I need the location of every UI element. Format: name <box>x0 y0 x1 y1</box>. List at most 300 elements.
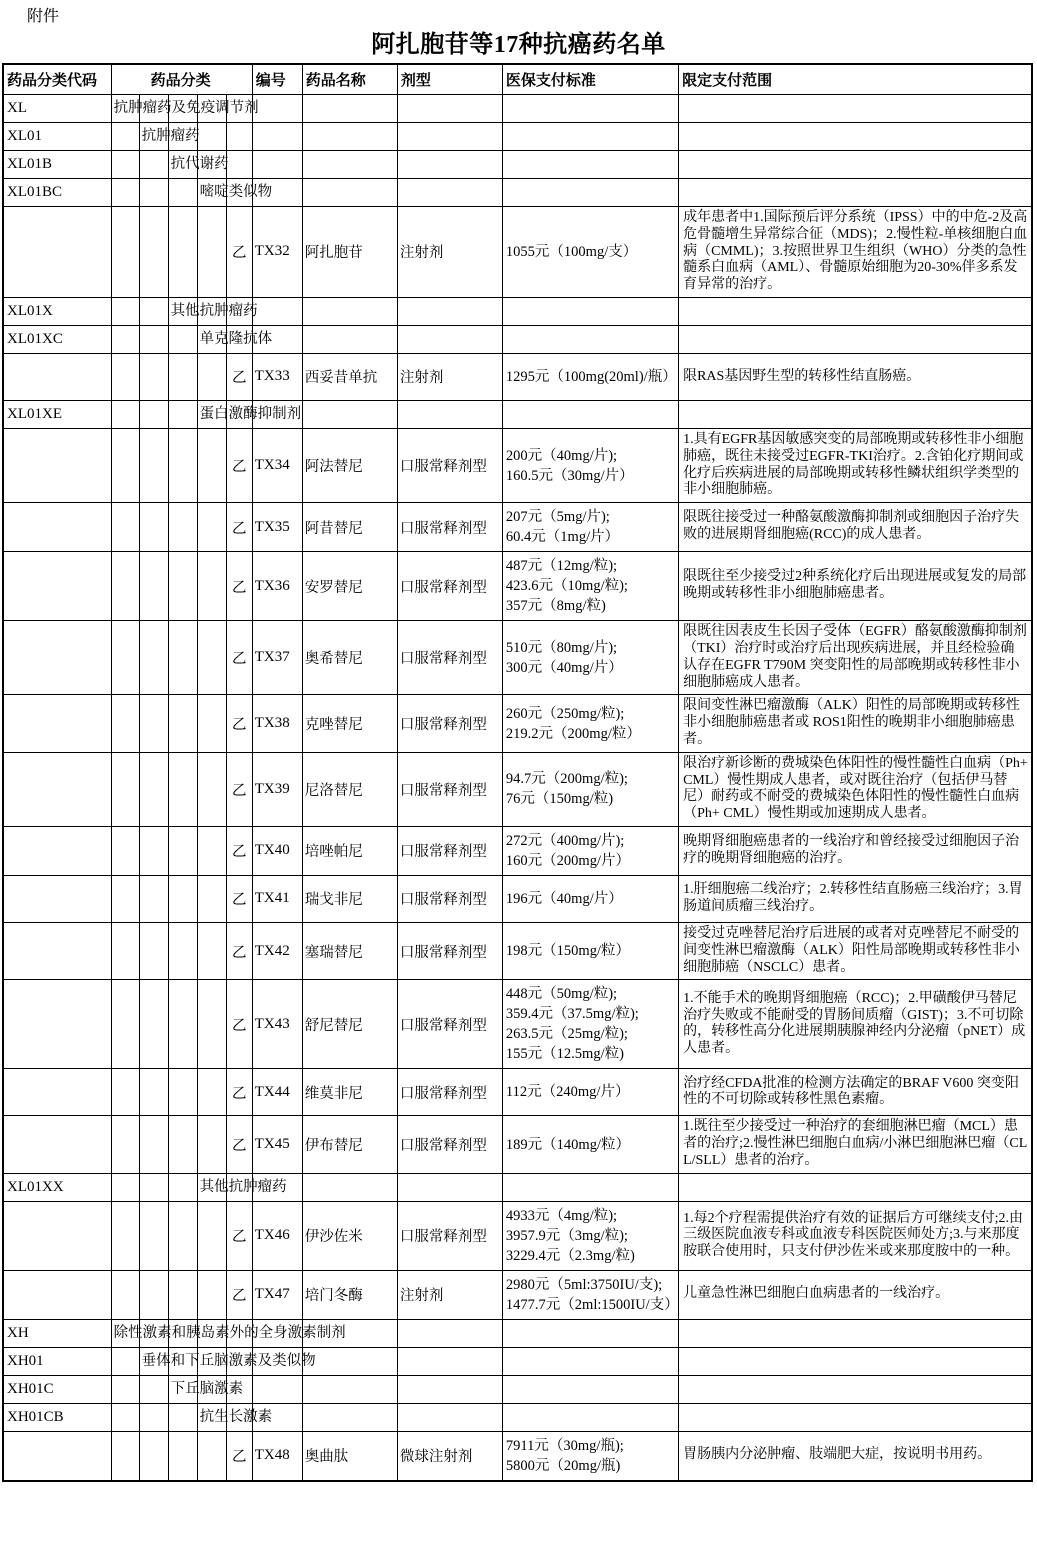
classification-code-cell: XL <box>3 95 111 123</box>
drug-table-body <box>3 95 1032 1481</box>
price-line: 112元（240mg/片） <box>505 1084 630 1101</box>
empty-cell <box>168 695 197 752</box>
price-line: 487元（12mg/粒); <box>505 558 618 575</box>
drug-no-cell: TX48 <box>252 1431 302 1481</box>
empty-cell <box>197 695 226 752</box>
empty-cell <box>679 325 1032 353</box>
empty-cell <box>139 552 168 621</box>
empty-cell <box>502 325 678 353</box>
payment-standard-cell <box>502 1069 678 1116</box>
empty-cell <box>111 1270 139 1319</box>
price-line: 198元（150mg/粒） <box>505 943 630 960</box>
empty-cell <box>197 552 226 621</box>
drug-no-cell: TX42 <box>252 922 302 979</box>
empty-cell <box>111 621 139 695</box>
empty-cell <box>302 1173 397 1201</box>
empty-cell <box>679 400 1032 428</box>
insurance-class-cell: 乙 <box>226 353 252 400</box>
insurance-class-cell: 乙 <box>226 1270 252 1319</box>
payment-scope-cell: 限间变性淋巴瘤激酶（ALK）阳性的局部晚期或转移性非小细胞肺癌患者或 ROS1阳性的晚期非小细胞肺癌患者。 <box>679 695 1032 752</box>
price-line: 4933元（4mg/粒); <box>505 1207 618 1224</box>
empty-cell <box>168 1173 197 1201</box>
header-payment-standard: 医保支付标准 <box>502 64 678 95</box>
empty-cell <box>679 123 1032 151</box>
price-line: 423.6元（10mg/粒); <box>505 578 628 595</box>
empty-cell <box>168 179 197 207</box>
dosage-form-cell: 注射剂 <box>397 1270 502 1319</box>
price-line: 189元（140mg/粒） <box>505 1136 630 1153</box>
empty-cell <box>168 353 197 400</box>
classification-code-cell: XL01 <box>3 123 111 151</box>
empty-cell <box>139 179 168 207</box>
table-header-row <box>3 64 1032 95</box>
empty-cell <box>397 1347 502 1375</box>
drug-no-cell: TX35 <box>252 503 302 552</box>
dosage-form-cell: 口服常释剂型 <box>397 752 502 826</box>
header-classification-code: 药品分类代码 <box>3 64 111 95</box>
category-row <box>3 325 1032 353</box>
empty-cell <box>679 95 1032 123</box>
payment-scope-cell: 1.肝细胞癌二线治疗；2.转移性结直肠癌三线治疗；3.胃肠道间质瘤三线治疗。 <box>679 875 1032 922</box>
payment-scope-cell: 成年患者中1.国际预后评分系统（IPSS）中的中危-2及高危骨髓增生异常综合征（MDS)；2.慢性粒-单核细胞白血病（CMML)；3.按照世界卫生组织（WHO）分类的急性髓系白血病（AML）、骨髓原始细胞为20-30%伴多系发育异常的治疗。 <box>679 207 1032 298</box>
empty-cell <box>302 1375 397 1403</box>
drug-no-cell: TX41 <box>252 875 302 922</box>
drug-no-cell: TX45 <box>252 1116 302 1173</box>
empty-cell <box>197 752 226 826</box>
empty-cell <box>252 123 302 151</box>
empty-cell <box>139 1375 168 1403</box>
price-line: 196元（40mg/片） <box>505 890 623 907</box>
empty-cell <box>111 1116 139 1173</box>
price-line: 448元（50mg/粒); <box>505 986 618 1003</box>
header-no: 编号 <box>252 64 302 95</box>
dosage-form-cell: 口服常释剂型 <box>397 980 502 1069</box>
dosage-form-cell: 口服常释剂型 <box>397 1116 502 1173</box>
empty-cell <box>679 297 1032 325</box>
classification-name-cell: 其他抗肿瘤药 <box>197 1173 226 1201</box>
dosage-form-cell: 注射剂 <box>397 207 502 298</box>
empty-cell <box>397 1173 502 1201</box>
empty-cell <box>302 151 397 179</box>
payment-standard-cell <box>502 1270 678 1319</box>
empty-cell <box>168 826 197 875</box>
empty-cell <box>502 400 678 428</box>
payment-scope-cell: 1.既往至少接受过一种治疗的套细胞淋巴瘤（MCL）患者的治疗;2.慢性淋巴细胞白血病/小淋巴细胞淋巴瘤（CLL/SLL）患者的治疗。 <box>679 1116 1032 1173</box>
empty-cell <box>139 826 168 875</box>
category-row <box>3 123 1032 151</box>
insurance-class-cell: 乙 <box>226 621 252 695</box>
classification-name-cell: 嘧啶类似物 <box>197 179 226 207</box>
empty-cell <box>168 1431 197 1481</box>
empty-cell <box>168 752 197 826</box>
drug-name-cell: 伊沙佐米 <box>302 1201 397 1270</box>
drug-name-cell: 尼洛替尼 <box>302 752 397 826</box>
attachment-label: 附件 <box>27 8 60 25</box>
drug-no-cell: TX32 <box>252 207 302 298</box>
empty-cell <box>197 1069 226 1116</box>
empty-cell <box>252 297 302 325</box>
classification-name-cell: 抗生长激素 <box>197 1403 226 1431</box>
drug-name-cell: 奥曲肽 <box>302 1431 397 1481</box>
empty-cell <box>397 179 502 207</box>
empty-cell <box>502 297 678 325</box>
empty-cell <box>502 179 678 207</box>
classification-name-cell: 除性激素和胰岛素外的全身激素制剂 <box>111 1319 139 1347</box>
empty-cell <box>139 980 168 1069</box>
empty-cell <box>197 980 226 1069</box>
empty-cell <box>302 1347 397 1375</box>
price-line: 7911元（30mg/瓶); <box>505 1437 624 1454</box>
empty-cell <box>139 503 168 552</box>
drug-name-cell: 瑞戈非尼 <box>302 875 397 922</box>
price-line: 200元（40mg/片); <box>505 447 618 464</box>
empty-cell <box>197 207 226 298</box>
payment-standard-cell <box>502 503 678 552</box>
drug-row <box>3 621 1032 695</box>
dosage-form-cell: 注射剂 <box>397 353 502 400</box>
price-line: 155元（12.5mg/粒) <box>505 1046 624 1063</box>
empty-cell <box>111 1069 139 1116</box>
classification-code-cell <box>3 752 111 826</box>
empty-cell <box>111 179 139 207</box>
empty-cell <box>302 179 397 207</box>
price-line: 272元（400mg/片); <box>505 832 625 849</box>
empty-cell <box>168 621 197 695</box>
price-line: 1295元（100mg(20ml)/瓶） <box>505 368 677 385</box>
empty-cell <box>252 1375 302 1403</box>
empty-cell <box>502 1319 678 1347</box>
empty-cell <box>168 207 197 298</box>
empty-cell <box>139 1116 168 1173</box>
empty-cell <box>168 1201 197 1270</box>
empty-cell <box>397 1319 502 1347</box>
category-row <box>3 1403 1032 1431</box>
dosage-form-cell: 口服常释剂型 <box>397 922 502 979</box>
price-line: 510元（80mg/片); <box>505 639 618 656</box>
empty-cell <box>168 428 197 502</box>
classification-code-cell: XH <box>3 1319 111 1347</box>
empty-cell <box>168 400 197 428</box>
empty-cell <box>111 1201 139 1270</box>
empty-cell <box>111 922 139 979</box>
classification-code-cell <box>3 1431 111 1481</box>
classification-name-cell: 其他抗肿瘤药 <box>168 297 197 325</box>
empty-cell <box>139 1201 168 1270</box>
drug-list-table <box>2 63 1033 1482</box>
classification-code-cell: XL01XC <box>3 325 111 353</box>
header-dosage-form: 剂型 <box>397 64 502 95</box>
price-line: 160.5元（30mg/片） <box>505 467 634 484</box>
empty-cell <box>139 1069 168 1116</box>
empty-cell <box>397 1375 502 1403</box>
payment-standard-cell <box>502 1431 678 1481</box>
category-row <box>3 151 1032 179</box>
classification-code-cell: XL01XE <box>3 400 111 428</box>
empty-cell <box>139 752 168 826</box>
payment-scope-cell: 胃肠胰内分泌肿瘤、肢端肥大症，按说明书用药。 <box>679 1431 1032 1481</box>
classification-code-cell <box>3 1069 111 1116</box>
empty-cell <box>502 151 678 179</box>
empty-cell <box>111 428 139 502</box>
empty-cell <box>111 1173 139 1201</box>
empty-cell <box>111 207 139 298</box>
payment-scope-cell: 1.每2个疗程需提供治疗有效的证据后方可继续支付;2.由三级医院血液专科或血液专科医院医师处方;3.与来那度胺联合使用时，只支付伊沙佐米或来那度胺中的一种。 <box>679 1201 1032 1270</box>
classification-code-cell: XL01XX <box>3 1173 111 1201</box>
insurance-class-cell: 乙 <box>226 875 252 922</box>
payment-scope-cell: 1.不能手术的晚期肾细胞癌（RCC)；2.甲磺酸伊马替尼治疗失败或不能耐受的胃肠间质瘤（GIST)；3.不可切除的，转移性高分化进展期胰腺神经内分泌瘤（pNET）成人患者。 <box>679 980 1032 1069</box>
drug-no-cell: TX38 <box>252 695 302 752</box>
empty-cell <box>679 1403 1032 1431</box>
price-line: 1477.7元（2ml:1500IU/支） <box>505 1296 679 1313</box>
empty-cell <box>168 875 197 922</box>
empty-cell <box>168 503 197 552</box>
payment-scope-cell: 限既往接受过一种酪氨酸激酶抑制剂或细胞因子治疗失败的进展期肾细胞癌(RCC)的成人患者。 <box>679 503 1032 552</box>
drug-name-cell: 安罗替尼 <box>302 552 397 621</box>
classification-code-cell: XL01B <box>3 151 111 179</box>
payment-standard-cell <box>502 1116 678 1173</box>
classification-code-cell <box>3 428 111 502</box>
empty-cell <box>111 123 139 151</box>
payment-standard-cell <box>502 1201 678 1270</box>
price-line: 76元（150mg/粒) <box>505 791 614 808</box>
payment-standard-cell <box>502 207 678 298</box>
insurance-class-cell: 乙 <box>226 980 252 1069</box>
insurance-class-cell: 乙 <box>226 1069 252 1116</box>
classification-name-cell: 抗肿瘤药 <box>139 123 168 151</box>
drug-no-cell: TX44 <box>252 1069 302 1116</box>
classification-code-cell: XH01 <box>3 1347 111 1375</box>
drug-name-cell: 阿法替尼 <box>302 428 397 502</box>
payment-scope-cell: 1.具有EGFR基因敏感突变的局部晚期或转移性非小细胞肺癌，既往未接受过EGFR-TKI治疗。2.含铂化疗期间或化疗后疾病进展的局部晚期或转移性鳞状组织学类型的非小细胞肺癌。 <box>679 428 1032 502</box>
drug-no-cell: TX37 <box>252 621 302 695</box>
empty-cell <box>302 123 397 151</box>
classification-name-cell: 垂体和下丘脑激素及类似物 <box>139 1347 168 1375</box>
empty-cell <box>397 95 502 123</box>
drug-no-cell: TX33 <box>252 353 302 400</box>
empty-cell <box>252 95 302 123</box>
empty-cell <box>302 400 397 428</box>
empty-cell <box>139 1403 168 1431</box>
classification-code-cell <box>3 503 111 552</box>
drug-row <box>3 503 1032 552</box>
empty-cell <box>111 325 139 353</box>
price-line: 160元（200mg/片） <box>505 852 630 869</box>
empty-cell <box>302 95 397 123</box>
dosage-form-cell: 口服常释剂型 <box>397 552 502 621</box>
classification-code-cell <box>3 353 111 400</box>
dosage-form-cell: 口服常释剂型 <box>397 1069 502 1116</box>
empty-cell <box>502 123 678 151</box>
empty-cell <box>197 621 226 695</box>
drug-no-cell: TX46 <box>252 1201 302 1270</box>
classification-name-cell: 下丘脑激素 <box>168 1375 197 1403</box>
dosage-form-cell: 口服常释剂型 <box>397 621 502 695</box>
empty-cell <box>197 353 226 400</box>
empty-cell <box>302 325 397 353</box>
category-row <box>3 1375 1032 1403</box>
drug-name-cell: 舒尼替尼 <box>302 980 397 1069</box>
classification-code-cell <box>3 207 111 298</box>
empty-cell <box>139 1270 168 1319</box>
dosage-form-cell: 口服常释剂型 <box>397 503 502 552</box>
insurance-class-cell: 乙 <box>226 1201 252 1270</box>
classification-code-cell: XH01CB <box>3 1403 111 1431</box>
payment-standard-cell <box>502 826 678 875</box>
empty-cell <box>111 1375 139 1403</box>
empty-cell <box>197 1116 226 1173</box>
dosage-form-cell: 口服常释剂型 <box>397 695 502 752</box>
page-title: 阿扎胞苷等17种抗癌药名单 <box>371 32 666 58</box>
empty-cell <box>252 151 302 179</box>
empty-cell <box>197 826 226 875</box>
empty-cell <box>111 503 139 552</box>
drug-row <box>3 1069 1032 1116</box>
empty-cell <box>197 1431 226 1481</box>
drug-row <box>3 1270 1032 1319</box>
empty-cell <box>397 325 502 353</box>
empty-cell <box>111 1347 139 1375</box>
category-row <box>3 179 1032 207</box>
drug-row <box>3 922 1032 979</box>
empty-cell <box>679 179 1032 207</box>
price-line: 3229.4元（2.3mg/粒) <box>505 1247 635 1264</box>
price-line: 260元（250mg/粒); <box>505 705 625 722</box>
empty-cell <box>197 123 226 151</box>
drug-no-cell: TX40 <box>252 826 302 875</box>
insurance-class-cell: 乙 <box>226 552 252 621</box>
header-classification: 药品分类 <box>111 64 252 95</box>
price-line: 1055元（100mg/支） <box>505 243 638 260</box>
classification-code-cell <box>3 875 111 922</box>
drug-no-cell: TX43 <box>252 980 302 1069</box>
drug-name-cell: 克唑替尼 <box>302 695 397 752</box>
empty-cell <box>111 297 139 325</box>
payment-scope-cell: 限既往因表皮生长因子受体（EGFR）酪氨酸激酶抑制剂（TKI）治疗时或治疗后出现疾病进展，并且经检验确认存在EGFR T790M 突变阳性的局部晚期或转移性非小细胞肺癌成人患者。 <box>679 621 1032 695</box>
classification-code-cell <box>3 922 111 979</box>
payment-standard-cell <box>502 922 678 979</box>
drug-name-cell: 塞瑞替尼 <box>302 922 397 979</box>
price-line: 357元（8mg/粒) <box>505 598 606 615</box>
empty-cell <box>139 428 168 502</box>
empty-cell <box>197 1201 226 1270</box>
category-row <box>3 1319 1032 1347</box>
classification-code-cell <box>3 552 111 621</box>
category-row <box>3 95 1032 123</box>
empty-cell <box>197 428 226 502</box>
empty-cell <box>111 980 139 1069</box>
empty-cell <box>679 151 1032 179</box>
payment-scope-cell: 儿童急性淋巴细胞白血病患者的一线治疗。 <box>679 1270 1032 1319</box>
drug-name-cell: 伊布替尼 <box>302 1116 397 1173</box>
empty-cell <box>197 1270 226 1319</box>
classification-code-cell: XH01C <box>3 1375 111 1403</box>
empty-cell <box>502 1403 678 1431</box>
empty-cell <box>139 922 168 979</box>
empty-cell <box>111 695 139 752</box>
price-line: 207元（5mg/片); <box>505 509 610 526</box>
empty-cell <box>139 325 168 353</box>
insurance-class-cell: 乙 <box>226 428 252 502</box>
payment-standard-cell <box>502 875 678 922</box>
price-line: 60.4元（1mg/片） <box>505 529 620 546</box>
payment-scope-cell: 接受过克唑替尼治疗后进展的或者对克唑替尼不耐受的间变性淋巴瘤激酶（ALK）阳性局部晚期或转移性非小细胞肺癌（NSCLC）患者。 <box>679 922 1032 979</box>
empty-cell <box>397 123 502 151</box>
price-line: 300元（40mg/片） <box>505 659 623 676</box>
insurance-class-cell: 乙 <box>226 1431 252 1481</box>
empty-cell <box>111 552 139 621</box>
empty-cell <box>197 503 226 552</box>
payment-standard-cell <box>502 552 678 621</box>
price-line: 359.4元（37.5mg/粒); <box>505 1006 639 1023</box>
price-line: 219.2元（200mg/粒） <box>505 725 641 742</box>
drug-row <box>3 1201 1032 1270</box>
drug-row <box>3 353 1032 400</box>
drug-row <box>3 980 1032 1069</box>
price-line: 2980元（5ml:3750IU/支); <box>505 1276 663 1293</box>
drug-row <box>3 207 1032 298</box>
empty-cell <box>397 1403 502 1431</box>
drug-name-cell: 维莫非尼 <box>302 1069 397 1116</box>
empty-cell <box>139 297 168 325</box>
insurance-class-cell: 乙 <box>226 752 252 826</box>
drug-name-cell: 阿昔替尼 <box>302 503 397 552</box>
empty-cell <box>679 1319 1032 1347</box>
empty-cell <box>168 1069 197 1116</box>
dosage-form-cell: 口服常释剂型 <box>397 875 502 922</box>
empty-cell <box>397 151 502 179</box>
drug-name-cell: 奥希替尼 <box>302 621 397 695</box>
price-line: 94.7元（200mg/粒); <box>505 771 628 788</box>
payment-scope-cell: 限既往至少接受过2种系统化疗后出现进展或复发的局部晚期或转移性非小细胞肺癌患者。 <box>679 552 1032 621</box>
payment-standard-cell <box>502 980 678 1069</box>
empty-cell <box>139 151 168 179</box>
classification-code-cell <box>3 621 111 695</box>
payment-standard-cell <box>502 621 678 695</box>
empty-cell <box>139 695 168 752</box>
drug-name-cell: 阿扎胞苷 <box>302 207 397 298</box>
empty-cell <box>111 875 139 922</box>
empty-cell <box>168 1403 197 1431</box>
empty-cell <box>226 151 252 179</box>
drug-row <box>3 552 1032 621</box>
payment-scope-cell: 限RAS基因野生型的转移性结直肠癌。 <box>679 353 1032 400</box>
empty-cell <box>139 621 168 695</box>
drug-row <box>3 428 1032 502</box>
payment-standard-cell <box>502 353 678 400</box>
empty-cell <box>111 826 139 875</box>
empty-cell <box>197 922 226 979</box>
empty-cell <box>111 1431 139 1481</box>
empty-cell <box>168 922 197 979</box>
empty-cell <box>502 1173 678 1201</box>
insurance-class-cell: 乙 <box>226 1116 252 1173</box>
empty-cell <box>168 1116 197 1173</box>
dosage-form-cell: 微球注射剂 <box>397 1431 502 1481</box>
header-payment-scope: 限定支付范围 <box>679 64 1032 95</box>
empty-cell <box>139 875 168 922</box>
empty-cell <box>397 400 502 428</box>
classification-code-cell <box>3 980 111 1069</box>
drug-no-cell: TX36 <box>252 552 302 621</box>
classification-code-cell: XL01BC <box>3 179 111 207</box>
drug-name-cell: 培门冬酶 <box>302 1270 397 1319</box>
insurance-class-cell: 乙 <box>226 207 252 298</box>
empty-cell <box>139 400 168 428</box>
classification-code-cell: XL01X <box>3 297 111 325</box>
drug-row <box>3 752 1032 826</box>
drug-no-cell: TX34 <box>252 428 302 502</box>
empty-cell <box>502 1375 678 1403</box>
